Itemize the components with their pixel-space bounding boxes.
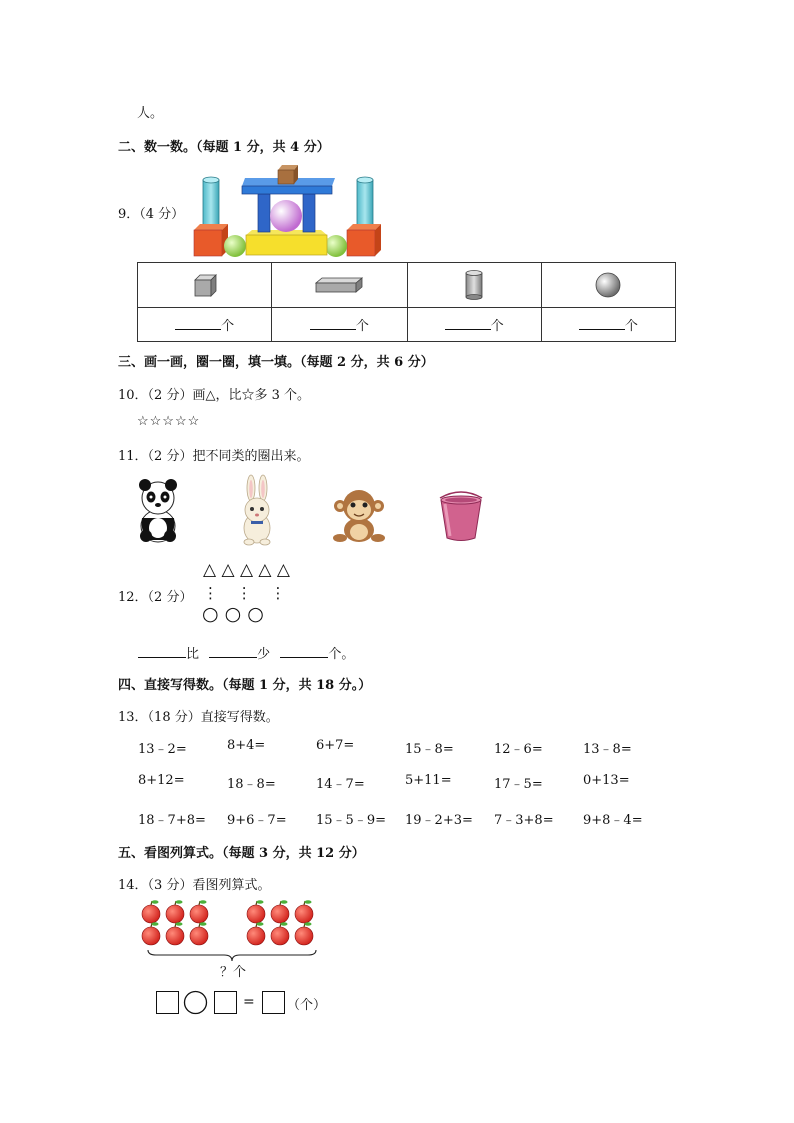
answer-blank[interactable]: [280, 645, 328, 658]
answer-blank[interactable]: [579, 317, 625, 330]
building-blocks-image: [190, 160, 385, 258]
equation: 15﹣5﹣9=: [316, 813, 386, 828]
cylinder-answer[interactable]: 个: [407, 308, 541, 342]
equation: 0+13=: [583, 773, 630, 788]
rabbit-image: [238, 474, 276, 546]
q14-text: 14．（3 分）看图列算式。: [118, 878, 271, 893]
q13-text: 13．（18 分）直接写得数。: [118, 710, 279, 725]
equation: 18﹣7+8=: [138, 813, 206, 828]
q14-operator-circle[interactable]: [183, 990, 208, 1015]
q10-stars: ☆☆☆☆☆: [137, 414, 201, 429]
equation: 8+4=: [227, 738, 266, 753]
q12-triangles: △ △ △ △ △: [203, 560, 290, 580]
equation: 9+8﹣4=: [583, 813, 643, 828]
q9-label: 9．（4 分）: [118, 207, 185, 222]
section-5-heading: 五、看图列算式。（每题 3 分，共 12 分）: [118, 846, 365, 861]
answer-blank[interactable]: [445, 317, 491, 330]
cylinder-cell: [407, 263, 541, 308]
cuboid-icon: [314, 276, 364, 294]
answer-blank[interactable]: [209, 645, 257, 658]
cylinder-icon: [463, 269, 485, 301]
equation: 7﹣3+8=: [494, 813, 554, 828]
section-2-heading: 二、数一数。（每题 1 分，共 4 分）: [118, 140, 330, 155]
q12-answer-line: 比 少 个。: [138, 643, 354, 662]
top-line: 人。: [137, 106, 164, 121]
cube-answer[interactable]: 个: [138, 308, 272, 342]
bucket-image: [436, 490, 486, 542]
q11-text: 11．（2 分）把不同类的圈出来。: [118, 449, 310, 464]
equation: 8+12=: [138, 773, 185, 788]
q14-question: ？个: [220, 965, 247, 980]
q12-label: 12．（2 分）: [118, 590, 193, 605]
q14-box-3[interactable]: [262, 991, 285, 1014]
equation: 13﹣8=: [583, 742, 632, 757]
equation: 14﹣7=: [316, 777, 365, 792]
sphere-cell: [541, 263, 675, 308]
answer-blank[interactable]: [310, 317, 356, 330]
section-4-heading: 四、直接写得数。（每题 1 分，共 18 分。）: [118, 678, 372, 693]
cube-icon: [192, 272, 218, 298]
brace-icon: [146, 948, 318, 962]
equation: 18﹣8=: [227, 777, 276, 792]
equation: 5+11=: [405, 773, 452, 788]
q14-unit: （个）: [287, 998, 327, 1013]
cuboid-cell: [272, 263, 407, 308]
cuboid-answer[interactable]: 个: [272, 308, 407, 342]
equation: 13﹣2=: [138, 742, 187, 757]
q12-circles: ○ ○ ○: [202, 603, 264, 625]
equation: 19﹣2+3=: [405, 813, 473, 828]
answer-blank[interactable]: [138, 645, 186, 658]
answer-blank[interactable]: [175, 317, 221, 330]
q14-equals: =: [243, 994, 255, 1010]
cube-cell: [138, 263, 272, 308]
q10-text: 10．（2 分）画△，比☆多 3 个。: [118, 388, 310, 403]
equation: 15﹣8=: [405, 742, 454, 757]
sphere-answer[interactable]: 个: [541, 308, 675, 342]
q14-box-1[interactable]: [156, 991, 179, 1014]
shape-count-table: [137, 262, 676, 342]
section-3-heading: 三、画一画，圈一圈，填一填。（每题 2 分，共 6 分）: [118, 355, 434, 370]
equation: 9+6﹣7=: [227, 813, 287, 828]
equation: 6+7=: [316, 738, 355, 753]
equation: 12﹣6=: [494, 742, 543, 757]
panda-image: [136, 478, 182, 544]
equation: 17﹣5=: [494, 777, 543, 792]
monkey-image: [332, 488, 386, 544]
sphere-icon: [594, 271, 622, 299]
q12-dots: ⋮ ⋮ ⋮: [203, 584, 293, 602]
q14-box-2[interactable]: [214, 991, 237, 1014]
